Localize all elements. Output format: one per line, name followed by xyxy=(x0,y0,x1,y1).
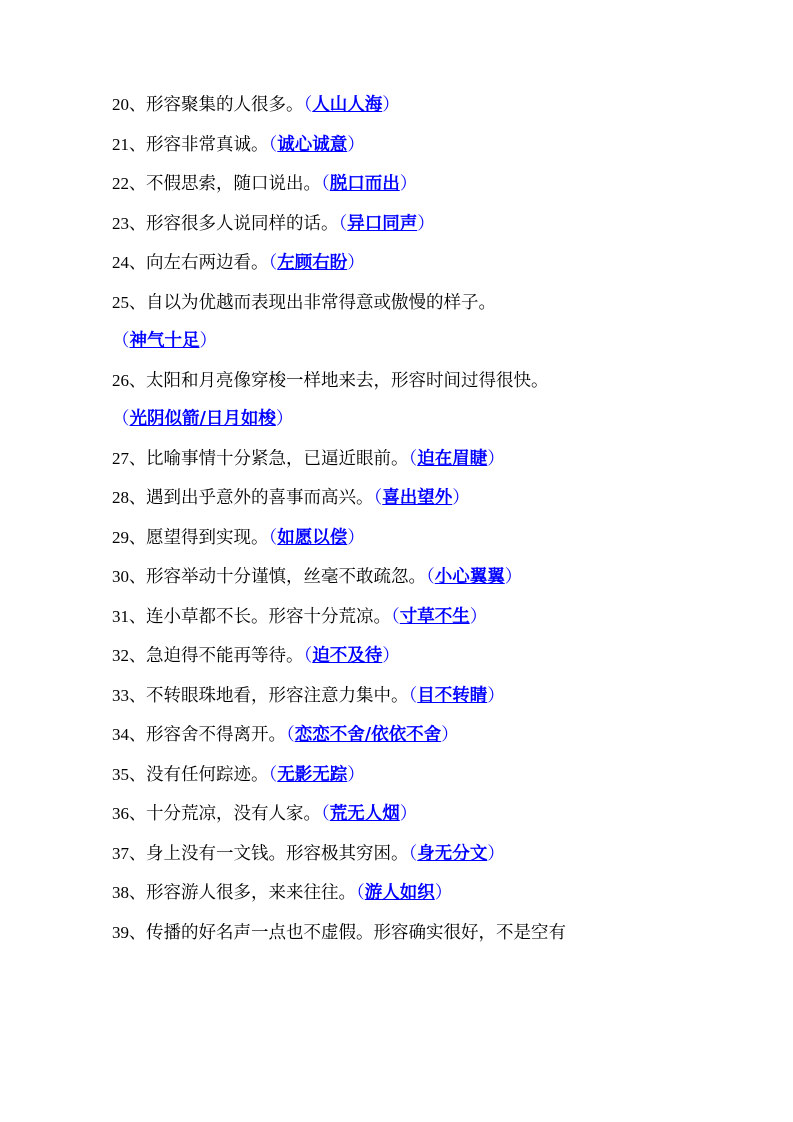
answer-text: 左顾右盼 xyxy=(277,253,348,273)
answer-open-paren: （ xyxy=(286,725,295,745)
answer-text: 身无分文 xyxy=(417,843,488,864)
answer-text: 诚心诚意 xyxy=(277,134,348,155)
document-line xyxy=(112,845,697,864)
document-line xyxy=(112,215,697,234)
item-number: 33、 xyxy=(112,685,146,705)
answer-text: 如愿以偿 xyxy=(277,527,348,548)
answer-text: 迫不及待 xyxy=(312,646,383,666)
answer-open-paren: （ xyxy=(268,527,278,548)
document-body xyxy=(112,96,697,942)
answer-open-paren: （ xyxy=(268,764,278,785)
document-line xyxy=(112,805,697,824)
answer-open-paren: （ xyxy=(338,213,348,234)
item-number: 35、 xyxy=(112,764,146,784)
document-line xyxy=(112,294,697,313)
document-line xyxy=(112,766,697,785)
item-prompt: 比喻事情十分紧急，已逼近眼前。 xyxy=(146,448,409,469)
answer-open-paren: （ xyxy=(426,567,435,587)
item-number: 26、 xyxy=(112,370,146,390)
item-prompt: 向左右两边看。 xyxy=(146,253,269,273)
document-line xyxy=(112,647,697,666)
answer-close-paren: ） xyxy=(441,725,459,745)
answer-close-paren: ） xyxy=(382,95,400,115)
item-prompt: 没有任何踪迹。 xyxy=(146,764,269,785)
item-number: 21、 xyxy=(112,134,146,154)
answer-close-paren: ） xyxy=(487,843,505,864)
document-line xyxy=(112,529,697,548)
answer-text: 恋恋不舍/依依不舍 xyxy=(294,725,442,745)
answer-text: 迫在眉睫 xyxy=(417,448,488,469)
answer-close-paren: ） xyxy=(382,646,400,666)
answer-close-paren: ） xyxy=(452,488,470,508)
answer-text: 神气十足 xyxy=(129,331,200,351)
answer-open-paren: （ xyxy=(321,174,330,194)
item-prompt: 太阳和月亮像穿梭一样地来去，形容时间过得很快。 xyxy=(146,370,549,391)
answer-open-paren: （ xyxy=(408,685,418,706)
item-number: 30、 xyxy=(112,567,146,586)
answer-close-paren: ） xyxy=(434,883,453,903)
answer-text: 小心翼翼 xyxy=(434,567,505,587)
answer-close-paren: ） xyxy=(347,764,365,785)
answer-close-paren: ） xyxy=(399,804,418,824)
document-line xyxy=(112,254,697,273)
item-prompt: 形容举动十分谨慎，丝毫不敢疏忽。 xyxy=(146,567,426,587)
item-number: 24、 xyxy=(112,253,146,272)
answer-open-paren: （ xyxy=(373,488,383,508)
item-number: 29、 xyxy=(112,527,146,547)
answer-open-paren: （ xyxy=(303,95,313,115)
item-prompt: 形容很多人说同样的话。 xyxy=(146,213,339,234)
item-prompt: 自以为优越而表现出非常得意或傲慢的样子。 xyxy=(146,292,496,313)
item-number: 37、 xyxy=(112,843,146,863)
item-prompt: 形容聚集的人很多。 xyxy=(146,95,304,115)
document-line xyxy=(112,687,697,706)
item-prompt: 形容非常真诚。 xyxy=(146,134,269,155)
item-number: 32、 xyxy=(112,646,146,665)
document-line xyxy=(112,568,697,587)
answer-text: 脱口而出 xyxy=(329,174,400,194)
item-number: 27、 xyxy=(112,448,146,468)
item-prompt: 不假思索，随口说出。 xyxy=(146,174,321,194)
item-prompt: 形容游人很多，来来往往。 xyxy=(146,883,356,903)
document-line xyxy=(112,175,697,194)
document-line xyxy=(112,884,697,903)
document-line xyxy=(112,608,697,627)
answer-text: 喜出望外 xyxy=(382,488,453,508)
answer-close-paren: ） xyxy=(504,567,523,587)
item-number: 28、 xyxy=(112,488,146,507)
item-prompt: 急迫得不能再等待。 xyxy=(146,646,304,666)
answer-text: 无影无踪 xyxy=(277,764,348,785)
document-line xyxy=(112,450,697,469)
answer-text: 目不转睛 xyxy=(417,685,488,706)
answer-close-paren: ） xyxy=(417,213,435,234)
item-prompt: 连小草都不长。形容十分荒凉。 xyxy=(146,606,391,627)
answer-open-paren: （ xyxy=(112,331,130,351)
answer-text: 人山人海 xyxy=(312,95,383,115)
answer-open-paren: （ xyxy=(303,646,313,666)
answer-text: 光阴似箭/日月如梭 xyxy=(129,409,276,429)
item-prompt: 遇到出乎意外的喜事而高兴。 xyxy=(146,488,374,508)
answer-close-paren: ） xyxy=(487,685,505,706)
document-line xyxy=(112,136,697,155)
item-number: 34、 xyxy=(112,725,146,744)
answer-close-paren: ） xyxy=(199,331,217,351)
document-line xyxy=(112,372,697,391)
answer-open-paren: （ xyxy=(321,804,330,824)
answer-text: 异口同声 xyxy=(347,213,418,234)
answer-close-paren: ） xyxy=(275,409,294,429)
document-line xyxy=(112,411,697,429)
answer-open-paren: （ xyxy=(408,448,418,469)
item-prompt: 形容舍不得离开。 xyxy=(146,725,286,745)
item-number: 23、 xyxy=(112,213,146,233)
answer-close-paren: ） xyxy=(399,174,418,194)
item-number: 39、 xyxy=(112,922,146,942)
document-line xyxy=(112,726,697,745)
answer-open-paren: （ xyxy=(112,409,130,429)
item-prompt: 身上没有一文钱。形容极其穷困。 xyxy=(146,843,409,864)
item-prompt: 传播的好名声一点也不虚假。形容确实很好，不是空有 xyxy=(146,922,566,943)
answer-open-paren: （ xyxy=(268,134,278,155)
answer-close-paren: ） xyxy=(487,448,505,469)
item-number: 22、 xyxy=(112,174,146,193)
document-line xyxy=(112,96,697,115)
answer-close-paren: ） xyxy=(469,606,488,627)
answer-open-paren: （ xyxy=(408,843,418,864)
answer-close-paren: ） xyxy=(347,527,365,548)
answer-open-paren: （ xyxy=(391,606,400,627)
answer-text: 游人如织 xyxy=(364,883,435,903)
item-number: 20、 xyxy=(112,95,146,114)
answer-close-paren: ） xyxy=(347,134,365,155)
item-prompt: 不转眼珠地看，形容注意力集中。 xyxy=(146,685,409,706)
item-number: 31、 xyxy=(112,606,146,626)
answer-open-paren: （ xyxy=(268,253,278,273)
item-prompt: 十分荒凉，没有人家。 xyxy=(146,804,321,824)
document-line xyxy=(112,924,697,943)
document-line xyxy=(112,489,697,508)
item-number: 25、 xyxy=(112,292,146,312)
item-number: 36、 xyxy=(112,804,146,823)
item-number: 38、 xyxy=(112,883,146,902)
answer-text: 荒无人烟 xyxy=(329,804,400,824)
item-prompt: 愿望得到实现。 xyxy=(146,527,269,548)
answer-text: 寸草不生 xyxy=(399,606,470,627)
answer-close-paren: ） xyxy=(347,253,365,273)
answer-open-paren: （ xyxy=(356,883,365,903)
document-line xyxy=(112,333,697,351)
